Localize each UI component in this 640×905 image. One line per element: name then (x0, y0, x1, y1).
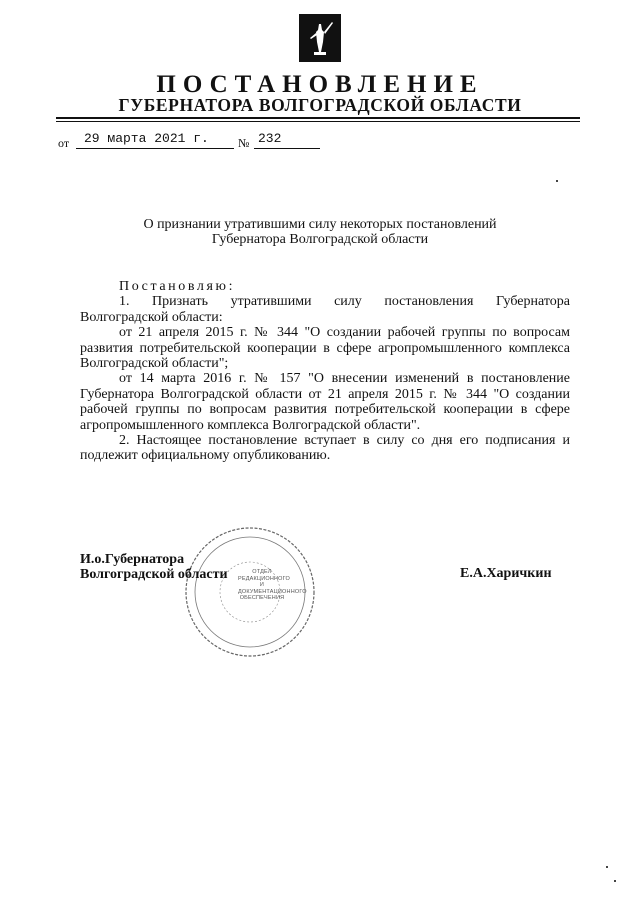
document-title-line: О признании утратившими силу некоторых постановлений (143, 217, 497, 232)
document-type-title: ПОСТАНОВЛЕНИЕ (156, 71, 484, 98)
date-value: 29 марта 2021 г. (76, 130, 234, 149)
date-label: от (58, 136, 70, 150)
stamp-line: ДОКУМЕНТАЦИОННОГО (238, 588, 307, 595)
statue-icon (305, 18, 335, 58)
stamp-line: РЕДАКЦИОННОГО И (238, 575, 291, 588)
paragraph-4: 2. Настоящее постановление вступает в силу со дня его подписания и подлежит официальному опубликованию. (80, 433, 570, 464)
stamp-line: ОБЕСПЕЧЕНИЯ (239, 595, 285, 601)
issuing-authority: ГУБЕРНАТОРА ВОЛГОГРАДСКОЙ ОБЛАСТИ (118, 95, 522, 115)
stamp-line: ОТДЕЛ (252, 569, 272, 575)
number-label: № (238, 136, 250, 150)
signer-position (80, 552, 228, 582)
coat-of-arms-emblem (299, 14, 341, 62)
paragraph-3: от 14 марта 2016 г. № 157 "О внесении изменений в постановление Губернатора Волгоградской области от 21 апреля 2015 г. № 344 "О создании рабочей группы по вопросам развития потребительской кооперации в сфере агропромышленного комплекса Волгоградской области". (80, 371, 570, 433)
decree-word: Постановляю: (119, 279, 236, 294)
document-title-line: Губернатора Волгоградской области (211, 232, 429, 247)
header-divider-thick (56, 117, 580, 119)
header-divider-thin (56, 121, 580, 122)
paragraph-1-continuation: Волгоградской области: (80, 309, 223, 325)
paragraph-2: от 21 апреля 2015 г. № 344 "О создании рабочей группы по вопросам развития потребительской кооперации в сфере агропромышленного комплекса Волгоградской области"; (80, 325, 570, 372)
scan-dot (556, 180, 558, 182)
scan-dot (614, 880, 616, 882)
number-value: 232 (254, 130, 320, 149)
stamp-inner-text (238, 569, 307, 602)
paragraph-1: 1. Признать утратившими силу постановления Губернатора (119, 294, 570, 310)
document-body (80, 279, 570, 464)
signer-position-line: Волгоградской области (80, 567, 228, 582)
signer-name: Е.А.Харичкин (460, 566, 552, 581)
signer-position-line: И.о.Губернатора (80, 552, 185, 567)
document-title (0, 217, 640, 247)
scan-dot (606, 866, 608, 868)
